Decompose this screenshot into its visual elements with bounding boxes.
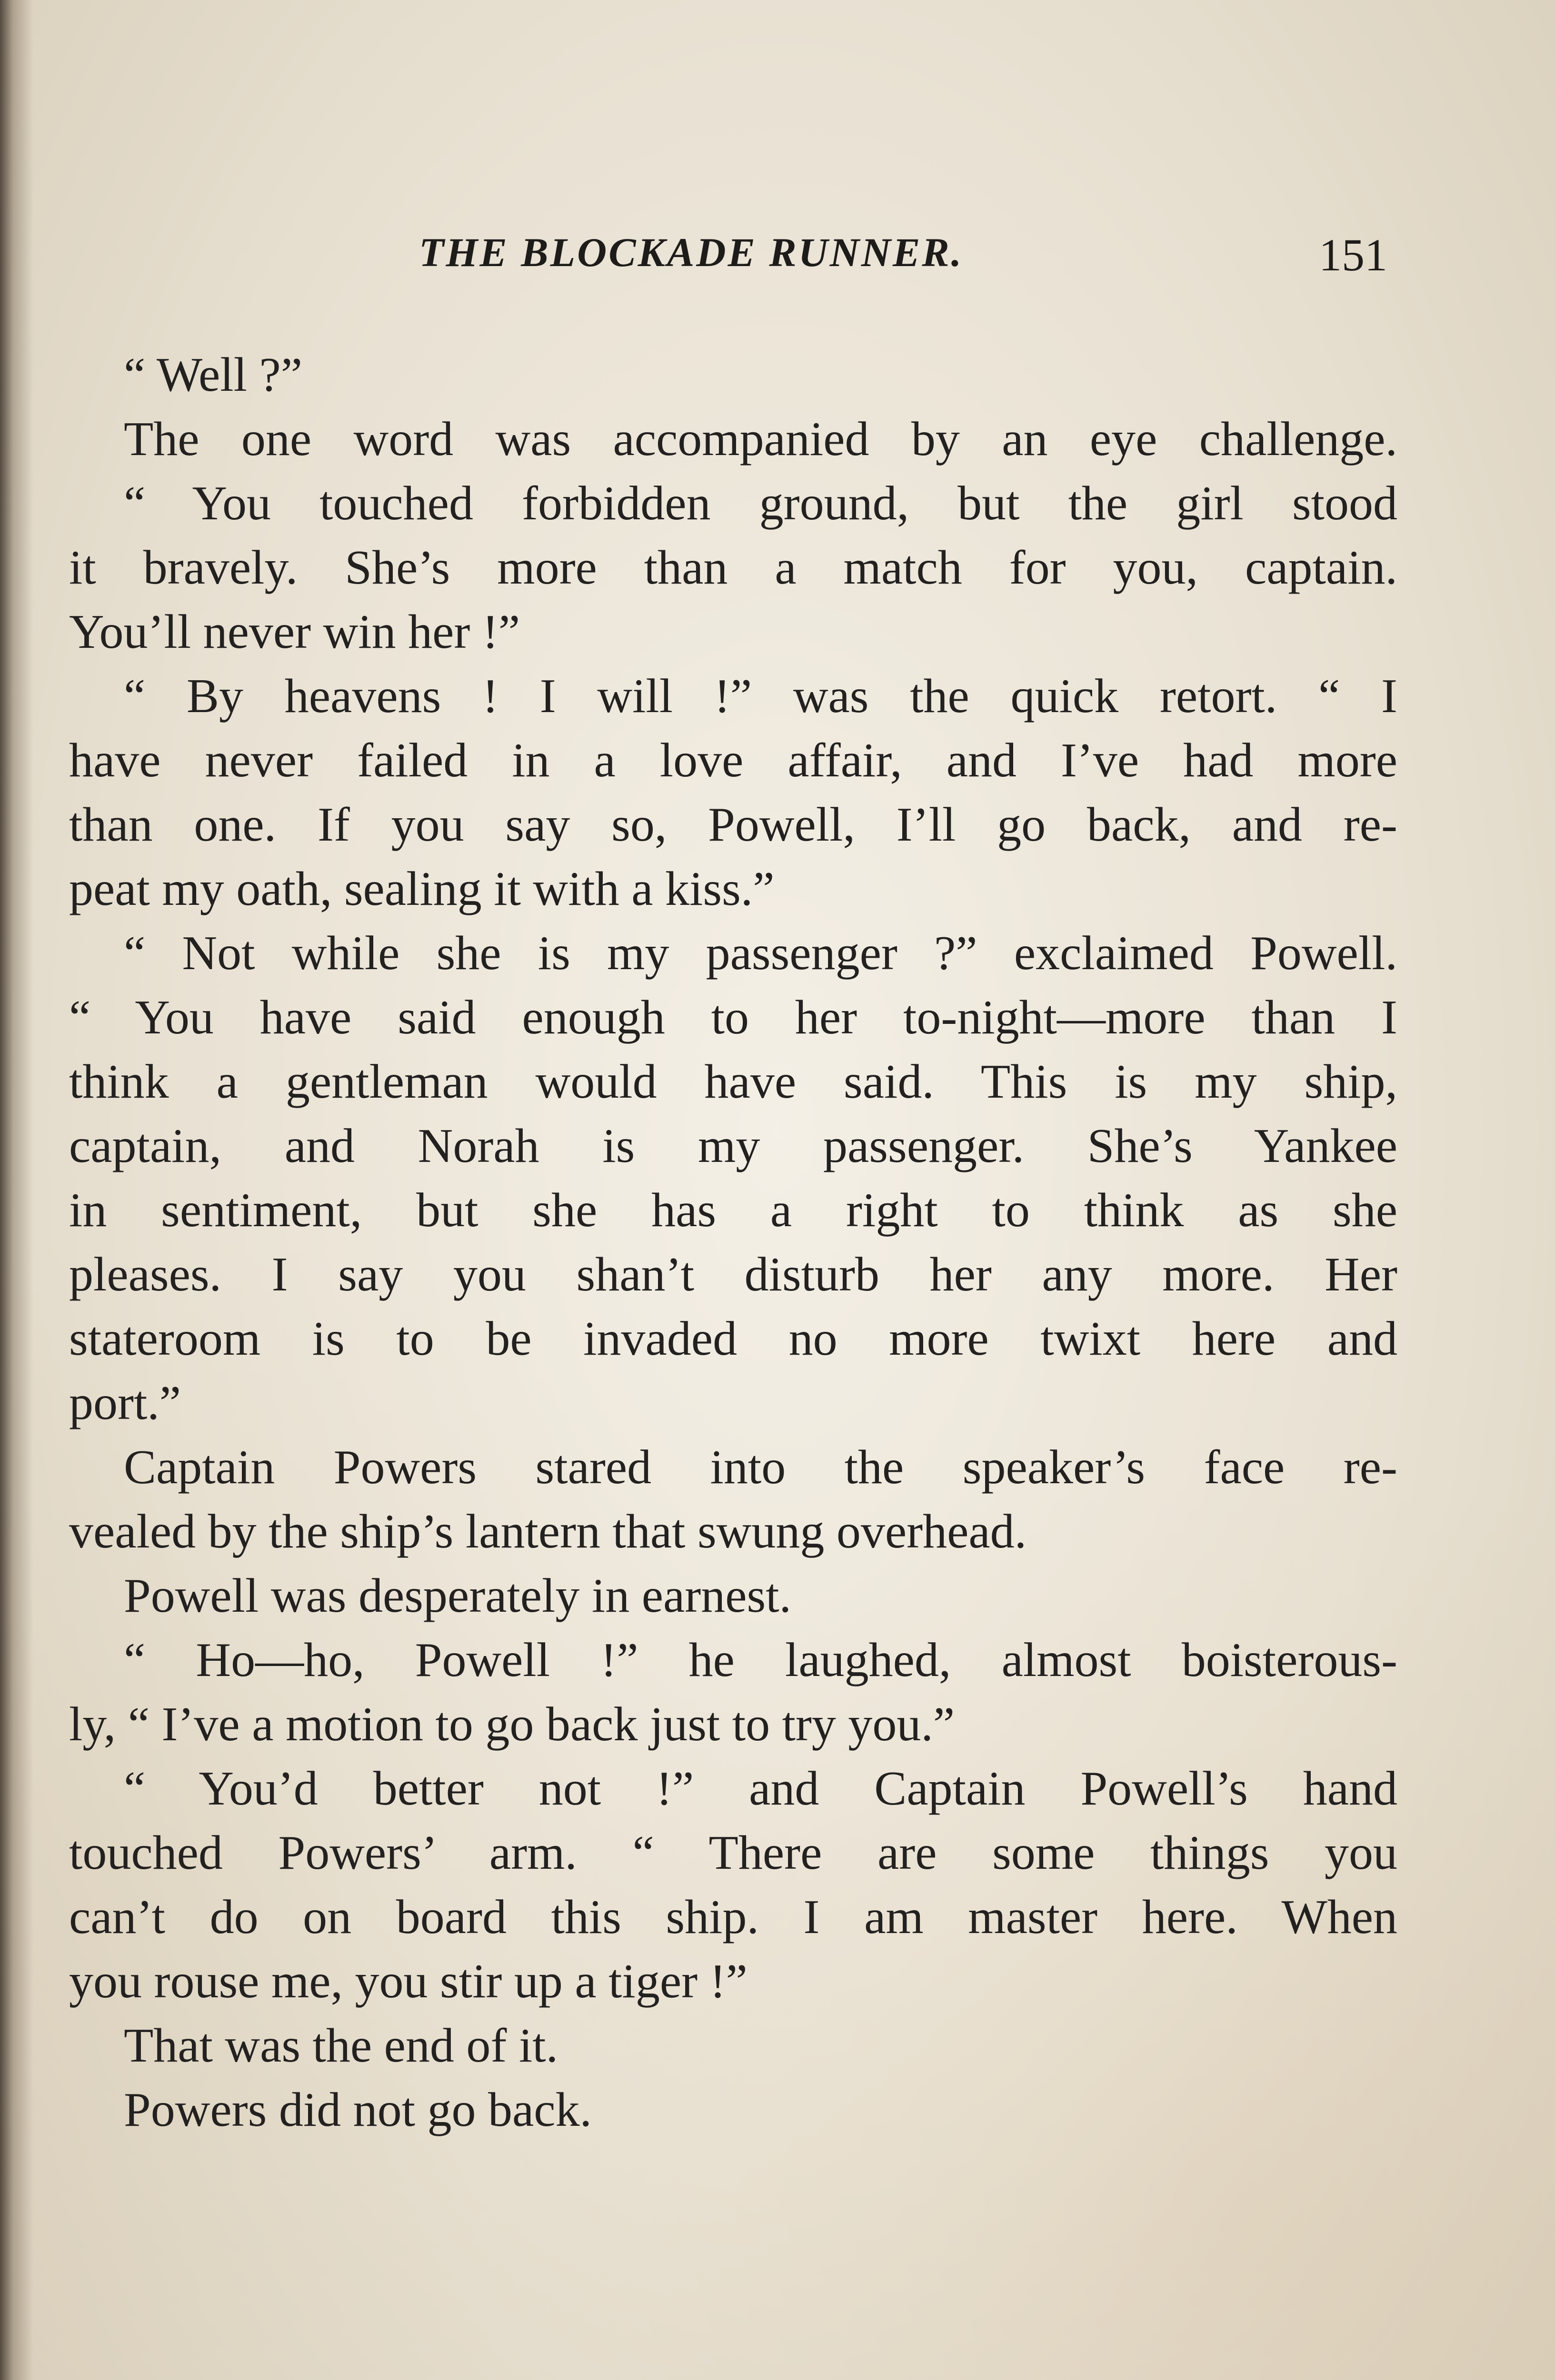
text-line: port.” xyxy=(69,1376,181,1430)
text-line: have never failed in a love affair, and I’ve had more xyxy=(69,734,1397,787)
text-line: think a gentleman would have said. This is my ship, xyxy=(69,1055,1397,1109)
text-line: The one word was accompanied by an eye challenge. xyxy=(124,412,1397,466)
text-line: “ You have said enough to her to-night—more than I xyxy=(69,991,1397,1044)
running-head: THE BLOCKADE RUNNER. xyxy=(419,229,964,275)
text-line: peat my oath, sealing it with a kiss.” xyxy=(69,862,775,916)
text-line: Powell was desperately in earnest. xyxy=(124,1569,792,1623)
text-line: in sentiment, but she has a right to think as she xyxy=(69,1183,1397,1237)
text-line: pleases. I say you shan’t disturb her any more. Her xyxy=(69,1248,1397,1301)
page-number: 151 xyxy=(1319,229,1387,280)
text-line: captain, and Norah is my passenger. She’s Yankee xyxy=(69,1119,1397,1173)
text-line: “ Not while she is my passenger ?” exclaimed Powell. xyxy=(124,926,1397,980)
text-line: stateroom is to be invaded no more twixt here and xyxy=(69,1312,1397,1366)
text-line: “ By heavens ! I will !” was the quick retort. “ I xyxy=(124,669,1397,723)
text-line: “ Well ?” xyxy=(124,348,303,402)
text-line: You’ll never win her !” xyxy=(69,605,520,659)
text-line: ly, “ I’ve a motion to go back just to try you.” xyxy=(69,1697,955,1751)
text-line: Captain Powers stared into the speaker’s face re- xyxy=(124,1440,1397,1494)
spine-shadow xyxy=(0,0,33,2380)
body-text xyxy=(69,343,1397,2142)
text-line: “ You’d better not !” and Captain Powell’s hand xyxy=(124,1762,1397,1815)
text-line: Powers did not go back. xyxy=(124,2083,592,2137)
text-line: it bravely. She’s more than a match for you, captain. xyxy=(69,541,1397,595)
text-line: “ You touched forbidden ground, but the girl stood xyxy=(124,476,1397,530)
text-line: than one. If you say so, Powell, I’ll go back, and re- xyxy=(69,798,1397,852)
text-line: That was the end of it. xyxy=(124,2019,558,2073)
text-line: vealed by the ship’s lantern that swung overhead. xyxy=(69,1505,1027,1558)
text-line: can’t do on board this ship. I am master here. When xyxy=(69,1890,1397,1944)
text-line: touched Powers’ arm. “ There are some things you xyxy=(69,1826,1397,1880)
text-line: “ Ho—ho, Powell !” he laughed, almost boisterous- xyxy=(124,1633,1397,1687)
text-line: you rouse me, you stir up a tiger !” xyxy=(69,1954,748,2008)
